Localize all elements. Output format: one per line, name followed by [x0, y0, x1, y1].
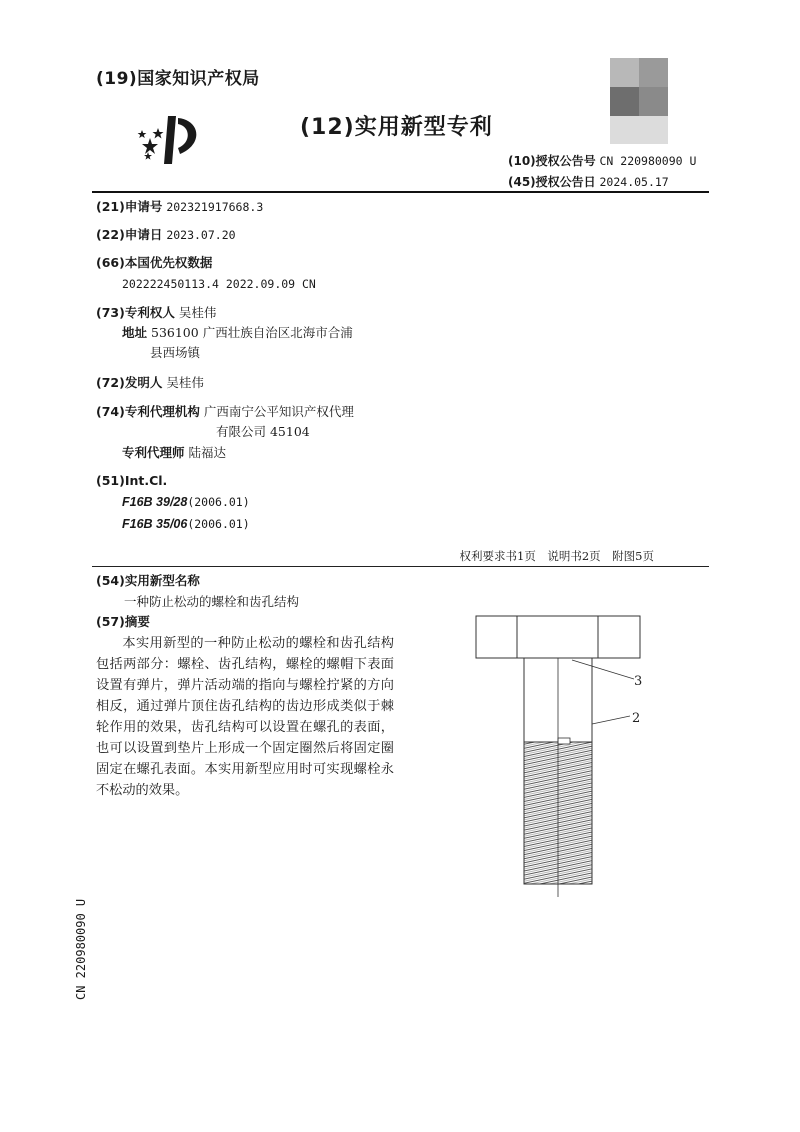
agency-row: [96, 403, 354, 421]
application-number: 202321917668.3: [166, 200, 264, 214]
bolt-drawing: [468, 612, 658, 904]
patentee: 吴桂伟: [178, 305, 217, 320]
abstract-text: 本实用新型的一种防止松动的螺栓和齿孔结构包括两部分：螺栓、齿孔结构，螺栓的螺帽下表面设置有弹片，弹片活动端的指向与螺栓拧紧的方向相反，通过弹片顶住齿孔结构的齿边形成类似于棘轮作用的效果，齿孔结构可以设置在螺孔的表面，也可以设置到垫片上形成一个固定圈然后将固定圈固定在螺孔表面。本实用新型应用时可实现螺栓永不松动的效果。: [96, 636, 394, 798]
agency-label: (74)专利代理机构: [96, 404, 200, 419]
section-divider: [92, 566, 709, 567]
ipc-entry: F16B 39/28(2006.01): [122, 495, 250, 509]
title-label: (54)实用新型名称: [96, 573, 200, 588]
priority-label: (66)本国优先权数据: [96, 255, 213, 270]
ipc-label: (51)Int.Cl.: [96, 473, 168, 488]
cnipa-logo-icon: [128, 108, 208, 168]
utility-model-title: 一种防止松动的螺栓和齿孔结构: [124, 594, 300, 609]
publication-number: CN 220980090 U: [599, 154, 697, 168]
publication-date-row: [508, 173, 669, 190]
agency-line1: 广西南宁公平知识产权代理: [203, 404, 354, 419]
address-line1: 536100 广西壮族自治区北海市合浦: [151, 325, 353, 340]
publication-date-label: (45)授权公告日: [508, 175, 596, 189]
publication-date: 2024.05.17: [599, 175, 669, 189]
document-type: (12)实用新型专利: [300, 115, 493, 140]
ipc-entry: F16B 35/06(2006.01): [122, 517, 250, 531]
side-publication-number: CN 220980090 U: [74, 898, 88, 1000]
priority-value: 202222450113.4 2022.09.09 CN: [122, 277, 316, 291]
drawing-label-2: 2: [632, 711, 641, 726]
publication-number-label: (10)授权公告号: [508, 154, 596, 168]
patentee-row: [96, 304, 216, 322]
agency-line2: 有限公司 45104: [216, 424, 310, 439]
application-date-label: (22)申请日: [96, 227, 163, 242]
qr-code-icon: [610, 58, 668, 144]
inventor-row: [96, 374, 204, 392]
page-count-info: 权利要求书1页 说明书2页 附图5页: [459, 549, 654, 563]
application-number-row: [96, 198, 263, 216]
publication-number-row: [508, 152, 696, 169]
application-number-label: (21)申请号: [96, 199, 163, 214]
abstract-label: (57)摘要: [96, 614, 150, 629]
address-row: [122, 324, 353, 342]
agent-row: [122, 444, 226, 462]
agent: 陆福达: [188, 445, 227, 460]
patentee-label: (73)专利权人: [96, 305, 175, 320]
application-date: 2023.07.20: [166, 228, 236, 242]
drawing-label-3: 3: [634, 674, 643, 689]
inventor-label: (72)发明人: [96, 375, 163, 390]
address-line2: 县西场镇: [150, 345, 201, 360]
application-date-row: [96, 226, 236, 244]
header-divider: [92, 191, 709, 193]
address-label: 地址: [122, 325, 148, 340]
office-name: (19)国家知识产权局: [96, 69, 260, 89]
inventor: 吴桂伟: [166, 375, 204, 390]
agent-label: 专利代理师: [122, 445, 185, 460]
